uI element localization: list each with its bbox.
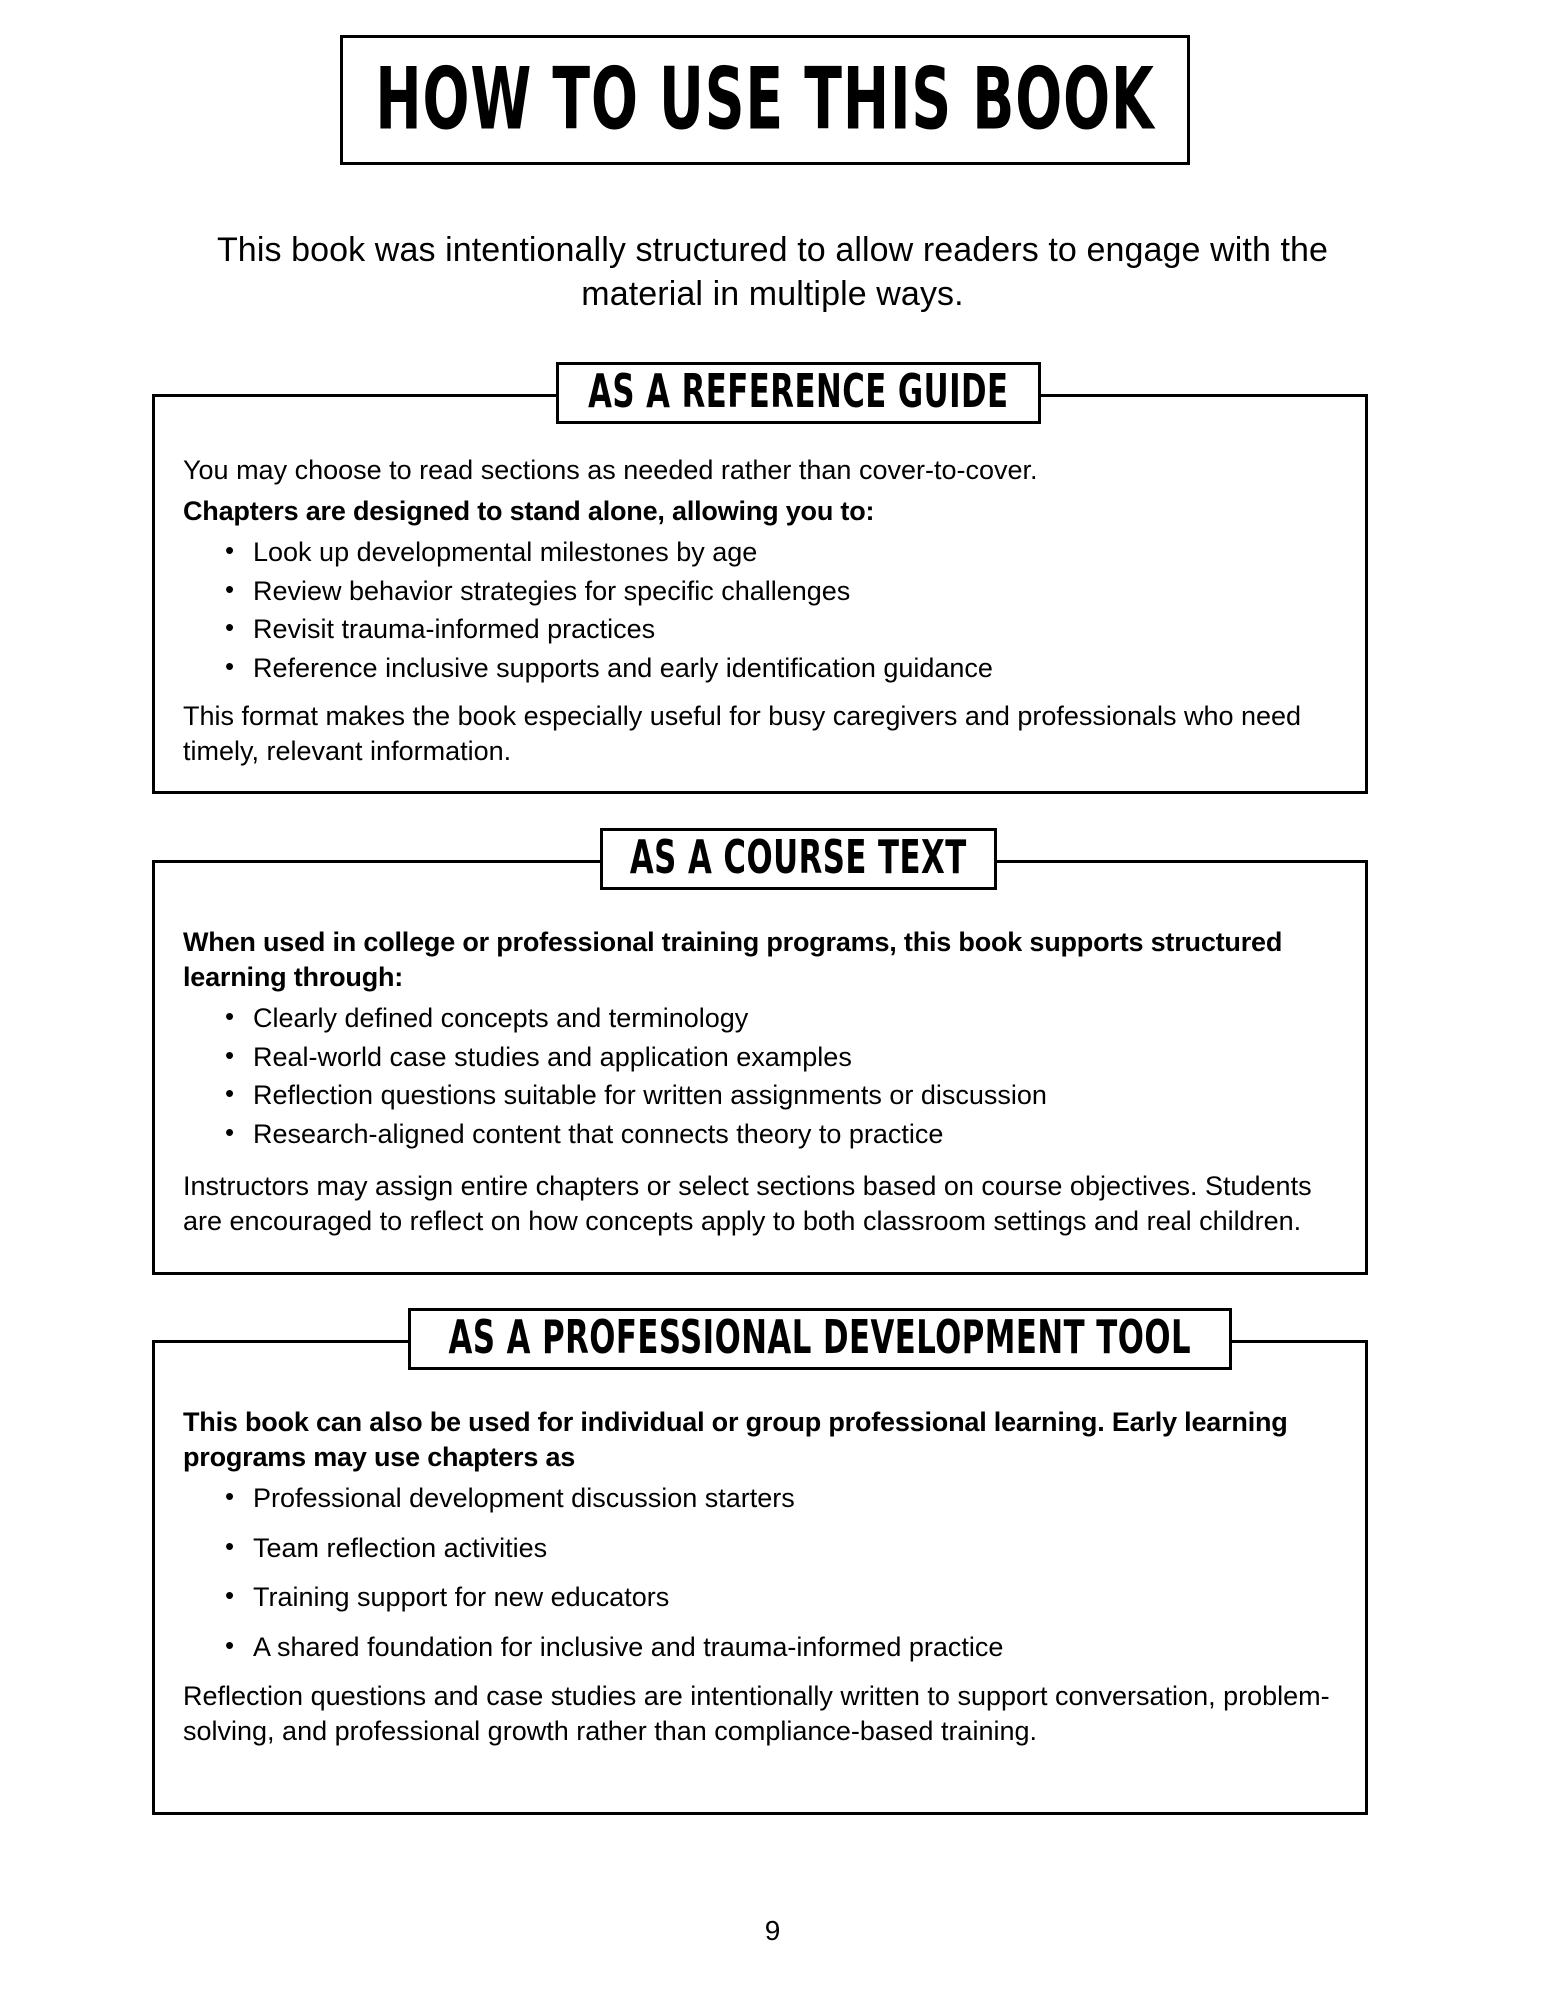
list-item: • Research-aligned content that connects theory to practice <box>225 1117 1337 1152</box>
reference-bullet-list <box>183 535 1337 685</box>
section-reference-guide <box>152 394 1368 794</box>
course-bullet-list <box>183 1001 1337 1151</box>
section-label-professional-development-text: AS A PROFESSIONAL DEVELOPMENT TOOL <box>448 1312 1192 1365</box>
list-item: • Real-world case studies and application examples <box>225 1040 1337 1075</box>
page-title: HOW TO USE THIS BOOK <box>375 49 1155 150</box>
section-label-course-text <box>600 828 997 890</box>
reference-bold-lead: Chapters are designed to stand alone, allowing you to: <box>183 496 875 527</box>
section-label-professional-development <box>408 1308 1232 1370</box>
course-tail-text: Instructors may assign entire chapters or select sections based on course objectives. Students are encouraged to reflect on how concepts apply to both classroom settings and real children. <box>183 1171 1312 1237</box>
intro-paragraph: This book was intentionally structured to allow readers to engage with the material in multiple ways. <box>216 231 1329 314</box>
list-item: • Reflection questions suitable for written assignments or discussion <box>225 1078 1337 1113</box>
list-item: • Reference inclusive supports and early identification guidance <box>225 651 1337 686</box>
list-item: • Revisit trauma-informed practices <box>225 612 1337 647</box>
pd-bold-lead: This book can also be used for individual or group professional learning. Early learning programs may use chapters as <box>183 1407 1288 1473</box>
reference-tail-text: This format makes the book especially useful for busy caregivers and professionals who need timely, relevant information. <box>183 701 1302 767</box>
section-course-text <box>152 860 1368 1275</box>
list-item: • Clearly defined concepts and terminology <box>225 1001 1337 1036</box>
list-item: • Review behavior strategies for specific challenges <box>225 574 1337 609</box>
section-reference-guide-body <box>155 397 1365 790</box>
section-label-course-text-text: AS A COURSE TEXT <box>629 832 967 885</box>
pd-bullet-list <box>183 1481 1337 1664</box>
course-bold-lead: When used in college or professional training programs, this book supports structured learning through: <box>183 927 1283 993</box>
list-item: • Look up developmental milestones by age <box>225 535 1337 570</box>
section-course-text-body <box>155 863 1365 1260</box>
section-professional-development <box>152 1340 1368 1815</box>
section-label-reference-guide <box>556 362 1041 424</box>
list-item: • A shared foundation for inclusive and trauma-informed practice <box>225 1630 1337 1665</box>
list-item: • Team reflection activities <box>225 1531 1337 1566</box>
section-label-reference-guide-text: AS A REFERENCE GUIDE <box>588 366 1009 419</box>
list-item: • Training support for new educators <box>225 1580 1337 1615</box>
pd-tail-text: Reflection questions and case studies are intentionally written to support conversation, problem-solving, and professional growth rather than compliance-based training. <box>183 1681 1330 1747</box>
page-number: 9 <box>764 1915 781 1946</box>
section-professional-development-body <box>155 1343 1365 1770</box>
reference-lead-text: You may choose to read sections as needed rather than cover-to-cover. <box>183 455 1038 485</box>
page-title-box <box>340 35 1190 165</box>
list-item: • Professional development discussion starters <box>225 1481 1337 1516</box>
